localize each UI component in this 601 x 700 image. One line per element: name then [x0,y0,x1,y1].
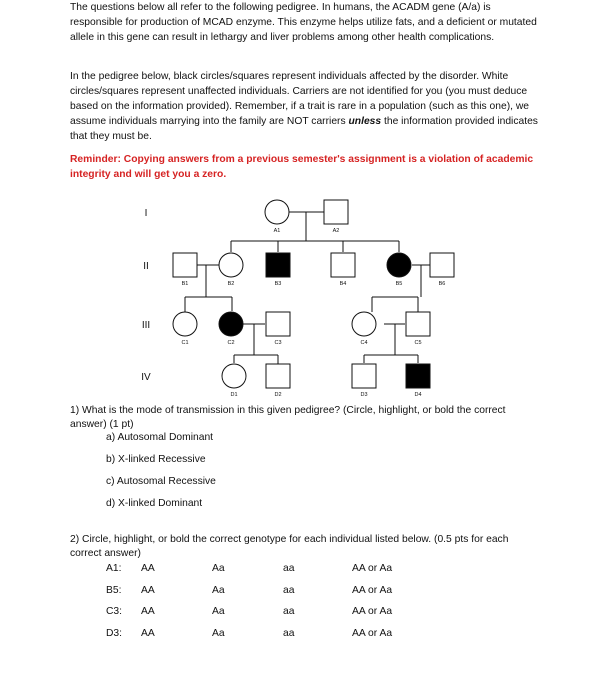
genotype-choice-Aa[interactable]: Aa [212,585,225,596]
individual-b5 [387,253,411,277]
generation-label: II [143,261,149,272]
individual-a1 [265,200,289,224]
q1-option-a[interactable]: a) Autosomal Dominant [106,432,214,443]
individual-label: D3 [360,392,368,398]
genotype-choice-aa[interactable]: aa [283,585,295,596]
genotype-choice-aa[interactable]: aa [283,628,295,639]
individual-c5 [406,312,430,336]
intro-text: The questions below all refer to the following pedigree. In humans, the ACADM gene (A/a) is responsible for production of MCAD enzyme. This enzyme helps utilize fats, and a deficient or mutated allele in this gene can result in lethargy and liver problems among other health complications. [70,2,537,43]
individual-label: C3 [274,340,282,346]
intro-paragraph [70,0,540,45]
emphasis-unless: unless [348,116,382,127]
individual-label: A2 [332,228,340,234]
individual-b6 [430,253,454,277]
individual-label: C2 [227,340,235,346]
individual-label: B2 [227,281,235,287]
genotype-choice-aa[interactable]: aa [283,563,295,574]
genotype-choice-AA[interactable]: AA [141,585,155,596]
question-2-text: 2) Circle, highlight, or bold the correct genotype for each individual listed below. (0.5 pts for each correct answer) [70,534,509,559]
generation-label: I [144,208,148,219]
question-1-text: 1) What is the mode of transmission in this given pedigree? (Circle, highlight, or bold the correct answer) (1 pt) [70,405,506,430]
genotype-choice-AA-or-Aa[interactable]: AA or Aa [352,585,393,596]
individual-label: D4 [414,392,422,398]
individual-d2 [266,364,290,388]
q1-option-d[interactable]: d) X-linked Dominant [106,498,203,509]
individual-label: D2 [274,392,282,398]
individual-c2 [219,312,243,336]
individual-d1 [222,364,246,388]
instructions-text: In the pedigree below, black circles/squares represent individuals affected by the disorder. White circles/squares represent unaffected individuals. Carriers are not identified for you (you must deduce based on the information provided). Remember, if a trait is rare in a population (such as this one), we assume individuals marrying into the family are NOT carriers [70,71,530,127]
genotype-choice-Aa[interactable]: Aa [212,563,225,574]
genotype-row-label: A1: [106,563,122,574]
individual-label: D1 [230,392,238,398]
individual-label: B5 [395,281,403,287]
individual-label: C5 [414,340,422,346]
individual-label: B6 [438,281,446,287]
genotype-choice-AA[interactable]: AA [141,563,155,574]
individual-b3 [266,253,290,277]
genotype-choice-aa[interactable]: aa [283,606,295,617]
individual-b4 [331,253,355,277]
pedigree-chart [0,195,601,400]
genotype-row-label: D3: [106,628,123,639]
genotype-row-label: C3: [106,606,123,617]
individual-label: C1 [181,340,189,346]
individual-d4 [406,364,430,388]
genotype-row-label: B5: [106,585,122,596]
individual-label: B3 [274,281,282,287]
instructions-paragraph [70,69,540,144]
genotype-choice-AA-or-Aa[interactable]: AA or Aa [352,628,393,639]
generation-label: III [141,320,151,331]
q1-option-c[interactable]: c) Autosomal Recessive [106,476,216,487]
individual-label: B4 [339,281,347,287]
instructions-text-end: the information provided indicates that they must be. [70,116,538,142]
genotype-choice-AA[interactable]: AA [141,606,155,617]
individual-b1 [173,253,197,277]
individual-c4 [352,312,376,336]
generation-label: IV [141,372,151,383]
individual-c1 [173,312,197,336]
q1-option-b[interactable]: b) X-linked Recessive [106,454,206,465]
individual-label: B1 [181,281,189,287]
individual-d3 [352,364,376,388]
genotype-choice-Aa[interactable]: Aa [212,628,225,639]
individual-c3 [266,312,290,336]
genotype-choice-Aa[interactable]: Aa [212,606,225,617]
genotype-choice-AA-or-Aa[interactable]: AA or Aa [352,563,393,574]
reminder-warning: Reminder: Copying answers from a previous semester's assignment is a violation of academic integrity and will get you a zero. [70,154,534,180]
pedigree-lines [185,212,430,364]
genotype-choice-AA[interactable]: AA [141,628,155,639]
individual-b2 [219,253,243,277]
individual-a2 [324,200,348,224]
individual-label: C4 [360,340,368,346]
individual-label: A1 [273,228,281,234]
genotype-choice-AA-or-Aa[interactable]: AA or Aa [352,606,393,617]
